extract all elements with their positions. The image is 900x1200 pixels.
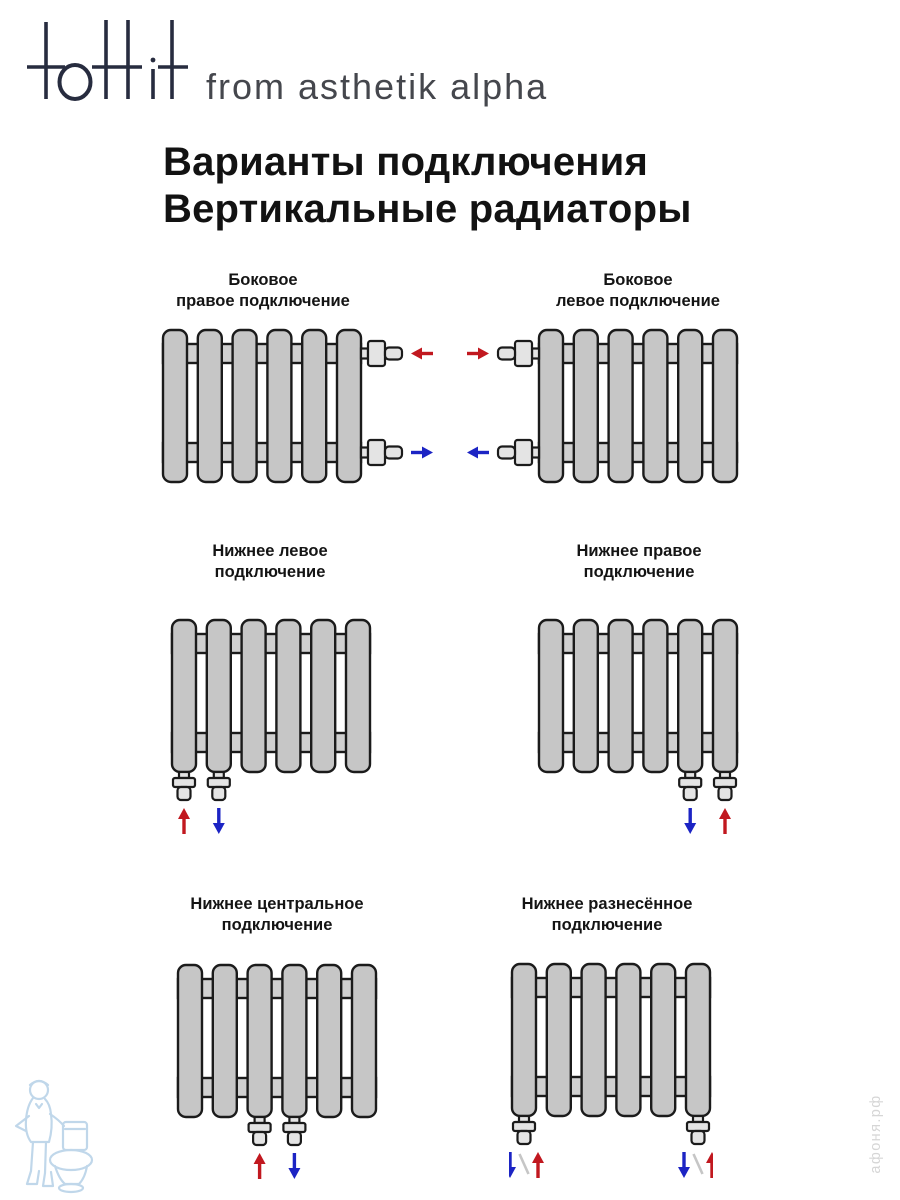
page-title xyxy=(163,139,692,233)
label-side-left: Боковое левое подключение xyxy=(556,271,720,310)
label-bottom-left: Нижнее левое подключение xyxy=(212,542,328,581)
watermark-site-text: афоня.рф xyxy=(868,1094,884,1174)
label-bottom-right: Нижнее правое подключение xyxy=(576,542,702,581)
logo-tagline: from asthetik alpha xyxy=(206,66,549,107)
label-side-right: Боковое правое подключение xyxy=(176,271,350,310)
label-bottom-center: Нижнее центральное подключение xyxy=(190,895,364,934)
radiator-diagram-side-left xyxy=(448,326,740,494)
plumber-watermark-icon xyxy=(8,1076,110,1196)
radiator-diagram-bottom-right xyxy=(536,616,740,848)
radiator-diagram-bottom-left xyxy=(169,616,373,848)
radiator-diagram-bottom-spread xyxy=(509,960,713,1196)
page-title-line2: Вертикальные радиаторы xyxy=(163,187,692,231)
page-title-line1: Варианты подключения xyxy=(163,140,648,184)
label-bottom-spread: Нижнее разнесённое подключение xyxy=(521,895,693,934)
tottit-logo xyxy=(27,15,197,115)
radiator-diagram-side-right xyxy=(160,326,452,494)
radiator-diagram-bottom-center xyxy=(175,961,379,1193)
